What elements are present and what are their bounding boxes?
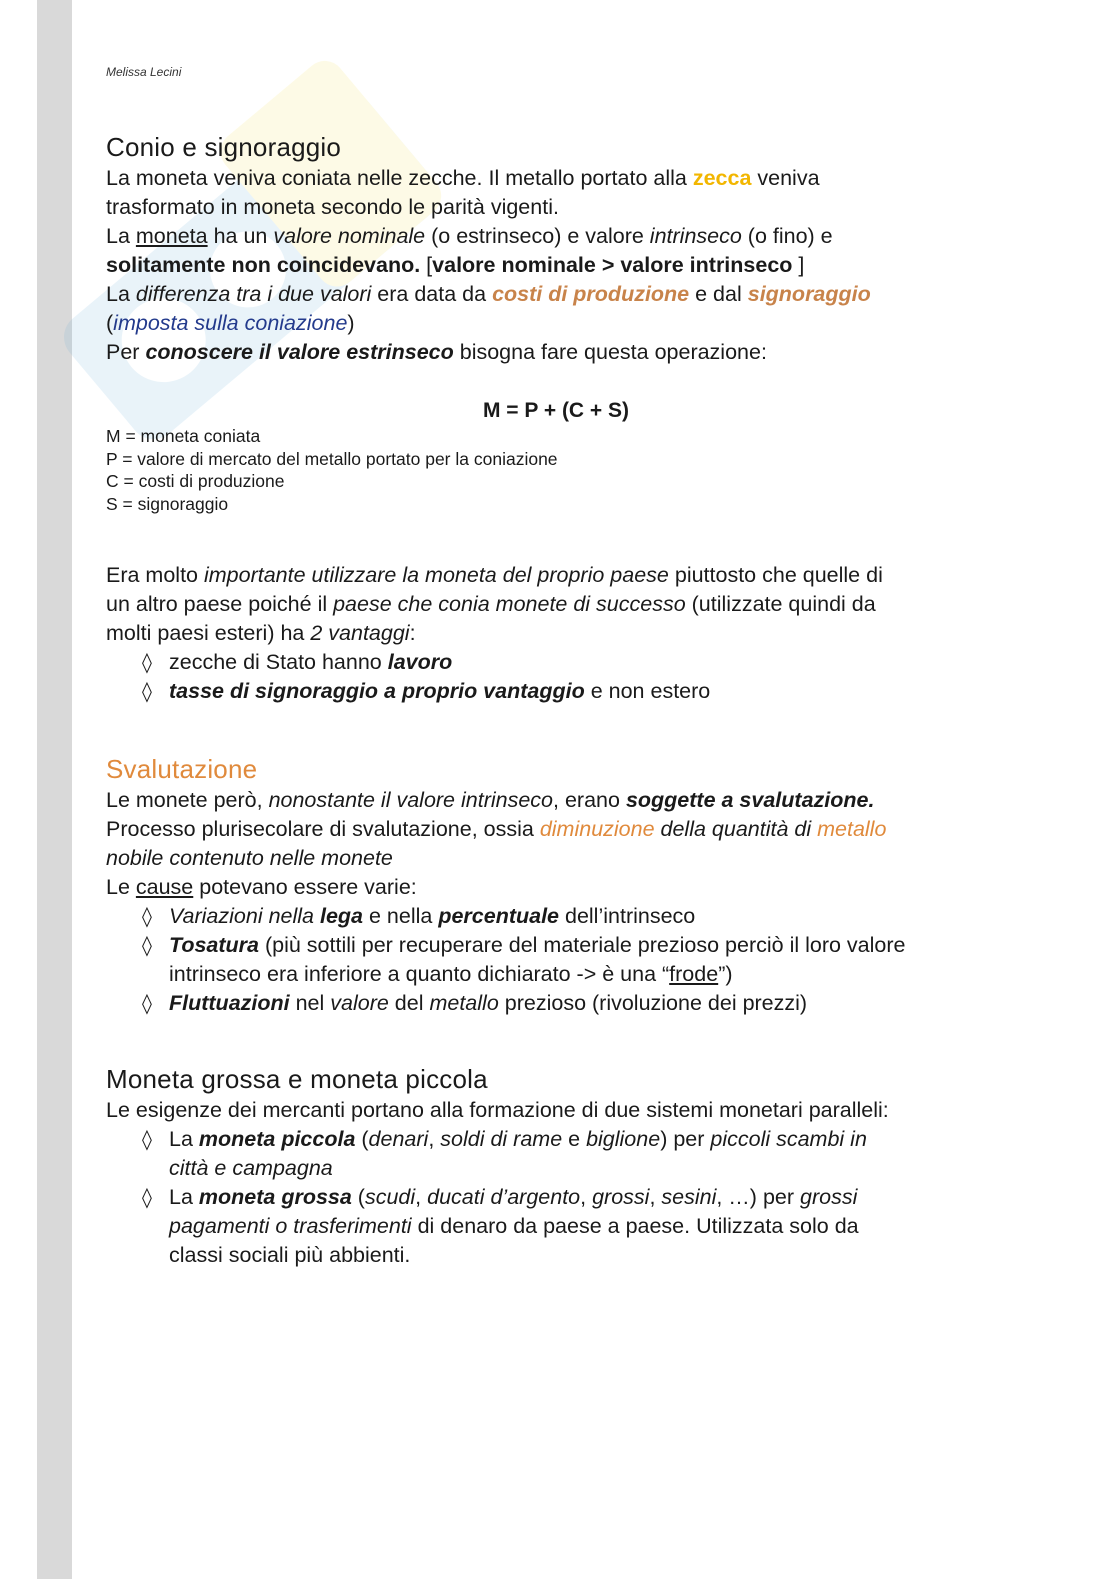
bullet-item: ◊ Variazioni nella lega e nella percentuale dell’intrinseco xyxy=(106,902,1006,931)
sec1-line-2: trasformato in moneta secondo le parità vigenti. xyxy=(106,195,559,219)
sec2-line-3: nobile contenuto nelle monete xyxy=(106,846,393,870)
bullet-item: ◊ La moneta grossa (scudi, ducati d’argento, grossi, sesini, …) per grossi xyxy=(106,1183,1006,1212)
legend-item: P = valore di mercato del metallo portato per la coniazione xyxy=(106,448,558,469)
document-body xyxy=(106,130,1006,1270)
section-title-svalutazione: Svalutazione xyxy=(106,754,258,784)
legend-item: S = signoraggio xyxy=(106,493,229,514)
bullet-continuation: pagamenti o trasferimenti di denaro da paese a paese. Utilizzata solo da xyxy=(169,1214,859,1238)
formula-legend xyxy=(106,425,1006,515)
bullet-continuation: classi sociali più abbienti. xyxy=(169,1243,411,1267)
sec1-line-6: (imposta sulla coniazione) xyxy=(106,311,355,335)
legend-item: M = moneta coniata xyxy=(106,426,261,446)
author-name: Melissa Lecini xyxy=(106,65,182,79)
left-margin-strip xyxy=(37,0,72,1579)
bullet-item: ◊ tasse di signoraggio a proprio vantaggio e non estero xyxy=(106,677,1006,706)
sec1-line-1: La moneta veniva coniata nelle zecche. Il metallo portato alla zecca veniva xyxy=(106,166,820,190)
bullet-item: ◊ La moneta piccola (denari, soldi di rame e biglione) per piccoli scambi in xyxy=(106,1125,1006,1154)
sec2-line-4: Le cause potevano essere varie: xyxy=(106,875,417,899)
bullet-continuation: città e campagna xyxy=(169,1156,333,1180)
bullet-continuation: intrinseco era inferiore a quanto dichiarato -> è una “frode”) xyxy=(169,962,733,986)
legend-item: C = costi di produzione xyxy=(106,471,285,491)
diamond-bullet-icon: ◊ xyxy=(142,679,152,703)
bullet-item: ◊ Fluttuazioni nel valore del metallo prezioso (rivoluzione dei prezzi) xyxy=(106,989,1006,1018)
para2-line-1: Era molto importante utilizzare la moneta del proprio paese piuttosto che quelle di xyxy=(106,563,883,587)
para2-line-2: un altro paese poiché il paese che conia monete di successo (utilizzate quindi da xyxy=(106,592,876,616)
sec1-line-5: La differenza tra i due valori era data da costi di produzione e dal signoraggio xyxy=(106,282,871,306)
diamond-bullet-icon: ◊ xyxy=(142,1185,152,1209)
bullet-item: ◊ zecche di Stato hanno lavoro xyxy=(106,648,1006,677)
diamond-bullet-icon: ◊ xyxy=(142,991,152,1015)
section-title-moneta-grossa: Moneta grossa e moneta piccola xyxy=(106,1064,488,1094)
section-title-conio: Conio e signoraggio xyxy=(106,132,342,162)
diamond-bullet-icon: ◊ xyxy=(142,904,152,928)
sec3-line-1: Le esigenze dei mercanti portano alla formazione di due sistemi monetari paralleli: xyxy=(106,1098,889,1122)
sec2-line-2: Processo plurisecolare di svalutazione, ossia diminuzione della quantità di metallo xyxy=(106,817,887,841)
sec1-line-3: La moneta ha un valore nominale (o estrinseco) e valore intrinseco (o fino) e xyxy=(106,224,833,248)
sec2-line-1: Le monete però, nonostante il valore intrinseco, erano soggette a svalutazione. xyxy=(106,788,875,812)
para2-line-3: molti paesi esteri) ha 2 vantaggi: xyxy=(106,621,416,645)
diamond-bullet-icon: ◊ xyxy=(142,1127,152,1151)
bullet-item: ◊ Tosatura (più sottili per recuperare del materiale prezioso perciò il loro valore xyxy=(106,931,1006,960)
diamond-bullet-icon: ◊ xyxy=(142,650,152,674)
formula: M = P + (C + S) xyxy=(482,399,630,422)
diamond-bullet-icon: ◊ xyxy=(142,933,152,957)
sec1-line-4: solitamente non coincidevano. [valore nominale > valore intrinseco ] xyxy=(106,253,805,277)
sec1-line-7: Per conoscere il valore estrinseco bisogna fare questa operazione: xyxy=(106,340,767,364)
